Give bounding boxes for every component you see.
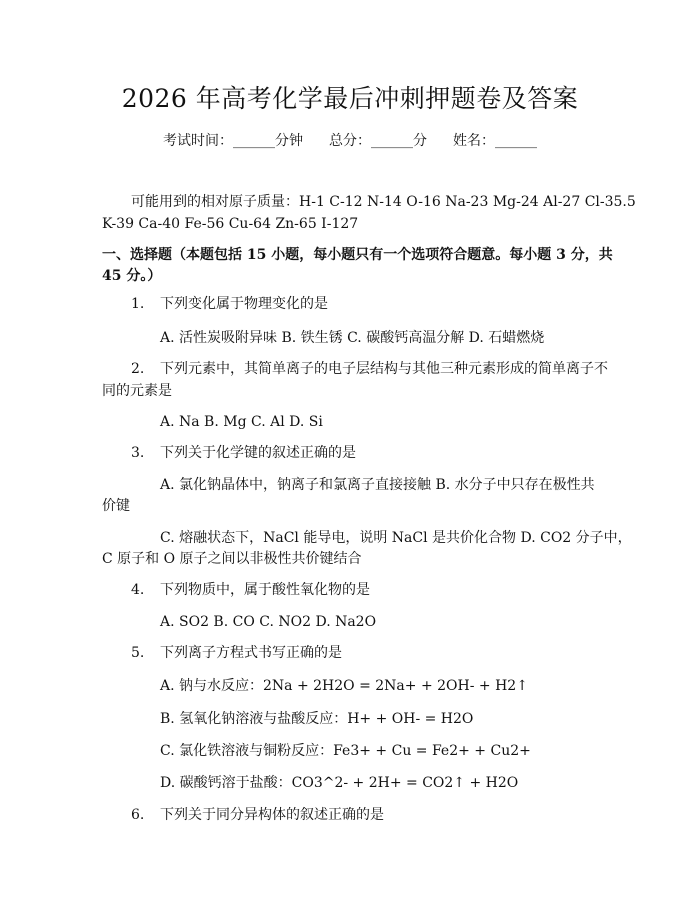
exam-time-field: 考试时间：______分钟	[163, 133, 303, 149]
question-text: 下列关于化学键的叙述正确的是	[160, 445, 356, 461]
question-4-stem	[131, 579, 370, 601]
question-1-options: A. 活性炭吸附异味 B. 铁生锈 C. 碳酸钙高温分解 D. 石蜡燃烧	[160, 330, 545, 346]
question-3-option-cd-line-1: C. 熔融状态下，NaCl 能导电，说明 NaCl 是共价化合物 D. CO2 分子中，	[160, 530, 632, 546]
question-number: 6.	[131, 807, 145, 823]
question-1-stem	[131, 293, 328, 315]
question-text: 下列元素中，其简单离子的电子层结构与其他三种元素形成的简单离子不	[160, 361, 608, 377]
question-3-option-cd-line-2: C 原子和 O 原子之间以非极性共价键结合	[102, 551, 362, 567]
question-text: 下列变化属于物理变化的是	[160, 296, 328, 312]
question-4-options: A. SO2 B. CO C. NO2 D. Na2O	[160, 614, 377, 630]
question-5-option-a: A. 钠与水反应：2Na + 2H2O = 2Na+ + 2OH- + H2↑	[160, 678, 528, 694]
question-2-options: A. Na B. Mg C. Al D. Si	[160, 414, 323, 430]
question-number: 1.	[131, 296, 145, 312]
question-2-stem-line-1	[131, 358, 608, 380]
question-number: 4.	[131, 582, 145, 598]
question-number: 3.	[131, 445, 145, 461]
question-2-stem-line-2: 同的元素是	[102, 383, 172, 399]
section-heading-line-1: 一、选择题（本题包括 15 小题，每小题只有一个选项符合题意。每小题 3 分，共	[102, 247, 613, 263]
question-text: 下列物质中，属于酸性氧化物的是	[160, 582, 370, 598]
exam-info-bar	[0, 131, 700, 151]
question-3-option-ab-line-1: A. 氯化钠晶体中，钠离子和氯离子直接接触 B. 水分子中只存在极性共	[160, 477, 595, 493]
question-3-stem	[131, 442, 356, 464]
exam-title: 2026 年高考化学最后冲刺押题卷及答案	[121, 84, 579, 113]
question-5-option-b: B. 氢氧化钠溶液与盐酸反应：H+ + OH- = H2O	[160, 711, 474, 727]
question-5-stem	[131, 642, 342, 664]
question-5-option-c: C. 氯化铁溶液与铜粉反应：Fe3+ + Cu = Fe2+ + Cu2+	[160, 743, 531, 759]
atomic-mass-line-2: K-39 Ca-40 Fe-56 Cu-64 Zn-65 I-127	[102, 216, 359, 232]
question-text: 下列离子方程式书写正确的是	[160, 645, 342, 661]
question-3-option-ab-line-2: 价键	[102, 498, 130, 514]
question-text: 下列关于同分异构体的叙述正确的是	[160, 807, 384, 823]
total-score-field: 总分：______分	[329, 133, 427, 149]
question-6-stem	[131, 804, 384, 826]
section-heading-line-2: 45 分。）	[102, 268, 162, 284]
student-name-field: 姓名：______	[453, 133, 537, 149]
atomic-mass-line-1: 可能用到的相对原子质量：H-1 C-12 N-14 O-16 Na-23 Mg-24 Al-27 Cl-35.5	[131, 194, 636, 210]
question-number: 5.	[131, 645, 145, 661]
question-number: 2.	[131, 361, 145, 377]
question-5-option-d: D. 碳酸钙溶于盐酸：CO3^2- + 2H+ = CO2↑ + H2O	[160, 775, 519, 791]
